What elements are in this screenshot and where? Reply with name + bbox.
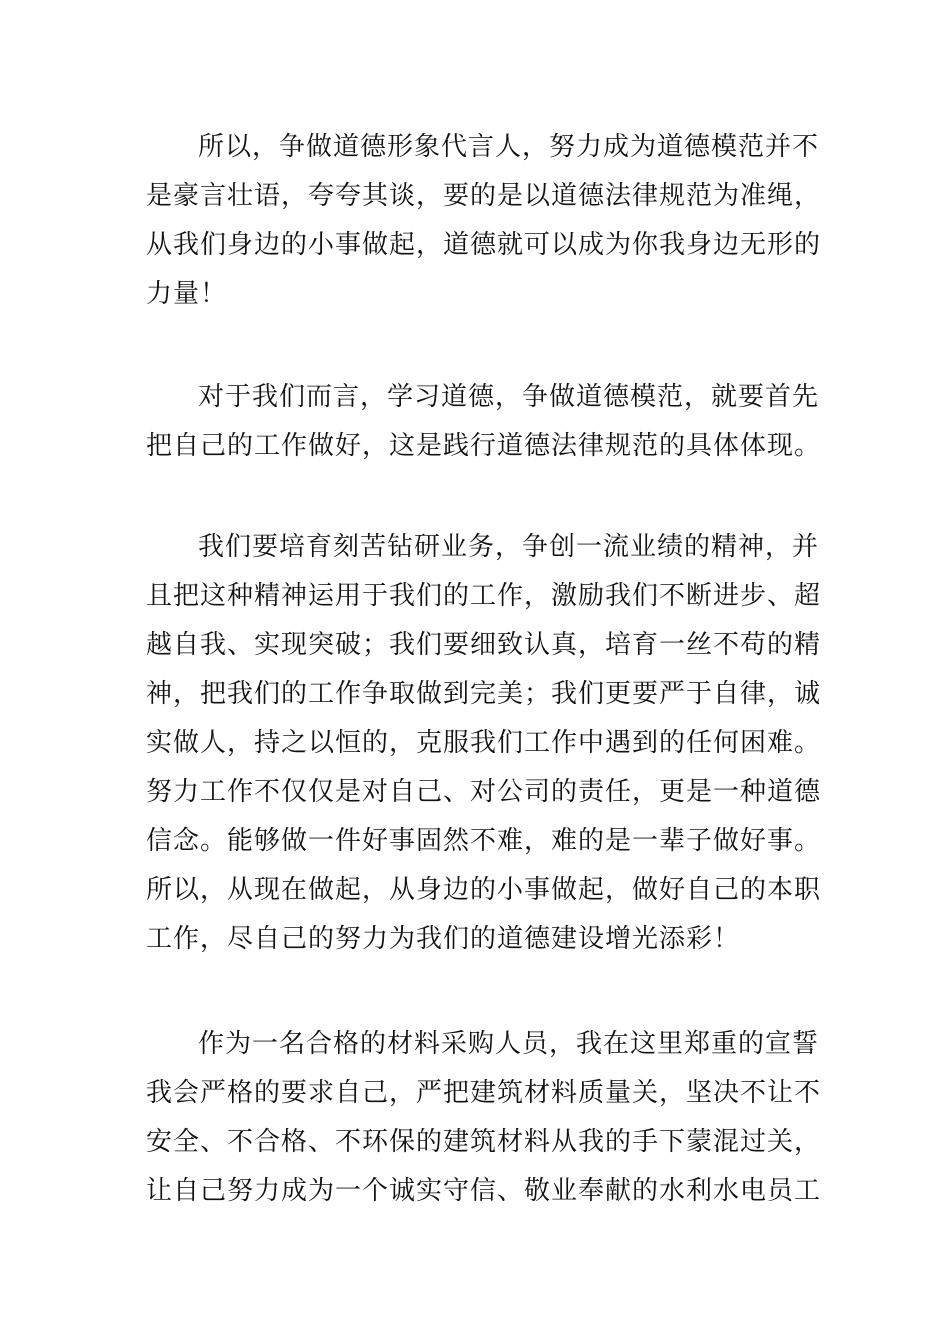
paragraph-line: 让自己努力成为一个诚实守信、敬业奉献的水利水电员工 xyxy=(146,1176,822,1206)
paragraph-line: 对于我们而言，学习道德，争做道德模范，就要首先 xyxy=(198,382,820,412)
paragraph-line: 把自己的工作做好，这是践行道德法律规范的具体体现。 xyxy=(146,431,822,461)
paragraph-line: 工作，尽自己的努力为我们的道德建设增光添彩！ xyxy=(146,924,741,954)
paragraph-line: 所以，从现在做起，从身边的小事做起，做好自己的本职 xyxy=(146,875,822,905)
paragraph-line: 越自我、实现突破；我们要细致认真，培育一丝不苟的精 xyxy=(146,630,822,660)
paragraph-line: 且把这种精神运用于我们的工作，激励我们不断进步、超 xyxy=(146,581,822,611)
paragraph-line: 安全、不合格、不环保的建筑材料从我的手下蒙混过关， xyxy=(146,1127,822,1157)
paragraph-1 xyxy=(146,123,822,319)
paragraph-line: 神，把我们的工作争取做到完美；我们更要严于自律，诚 xyxy=(146,679,822,709)
paragraph-line: 是豪言壮语，夸夸其谈，要的是以道德法律规范为准绳， xyxy=(146,181,822,211)
paragraph-4 xyxy=(146,1020,822,1216)
paragraph-line: 从我们身边的小事做起，道德就可以成为你我身边无形的 xyxy=(146,230,822,260)
paragraph-line: 作为一名合格的材料采购人员，我在这里郑重的宣誓 xyxy=(198,1029,820,1059)
paragraph-line: 信念。能够做一件好事固然不难，难的是一辈子做好事。 xyxy=(146,826,822,856)
paragraph-line: 我们要培育刻苦钻研业务，争创一流业绩的精神，并 xyxy=(198,532,820,562)
paragraph-3 xyxy=(146,523,822,964)
paragraph-line: 努力工作不仅仅是对自己、对公司的责任，更是一种道德 xyxy=(146,777,822,807)
paragraph-line: 我会严格的要求自己，严把建筑材料质量关，坚决不让不 xyxy=(146,1078,822,1108)
paragraph-2 xyxy=(146,373,822,471)
paragraph-line: 力量！ xyxy=(146,279,228,309)
paragraph-line: 实做人，持之以恒的，克服我们工作中遇到的任何困难。 xyxy=(146,728,822,758)
paragraph-line: 所以，争做道德形象代言人，努力成为道德模范并不 xyxy=(198,132,820,162)
